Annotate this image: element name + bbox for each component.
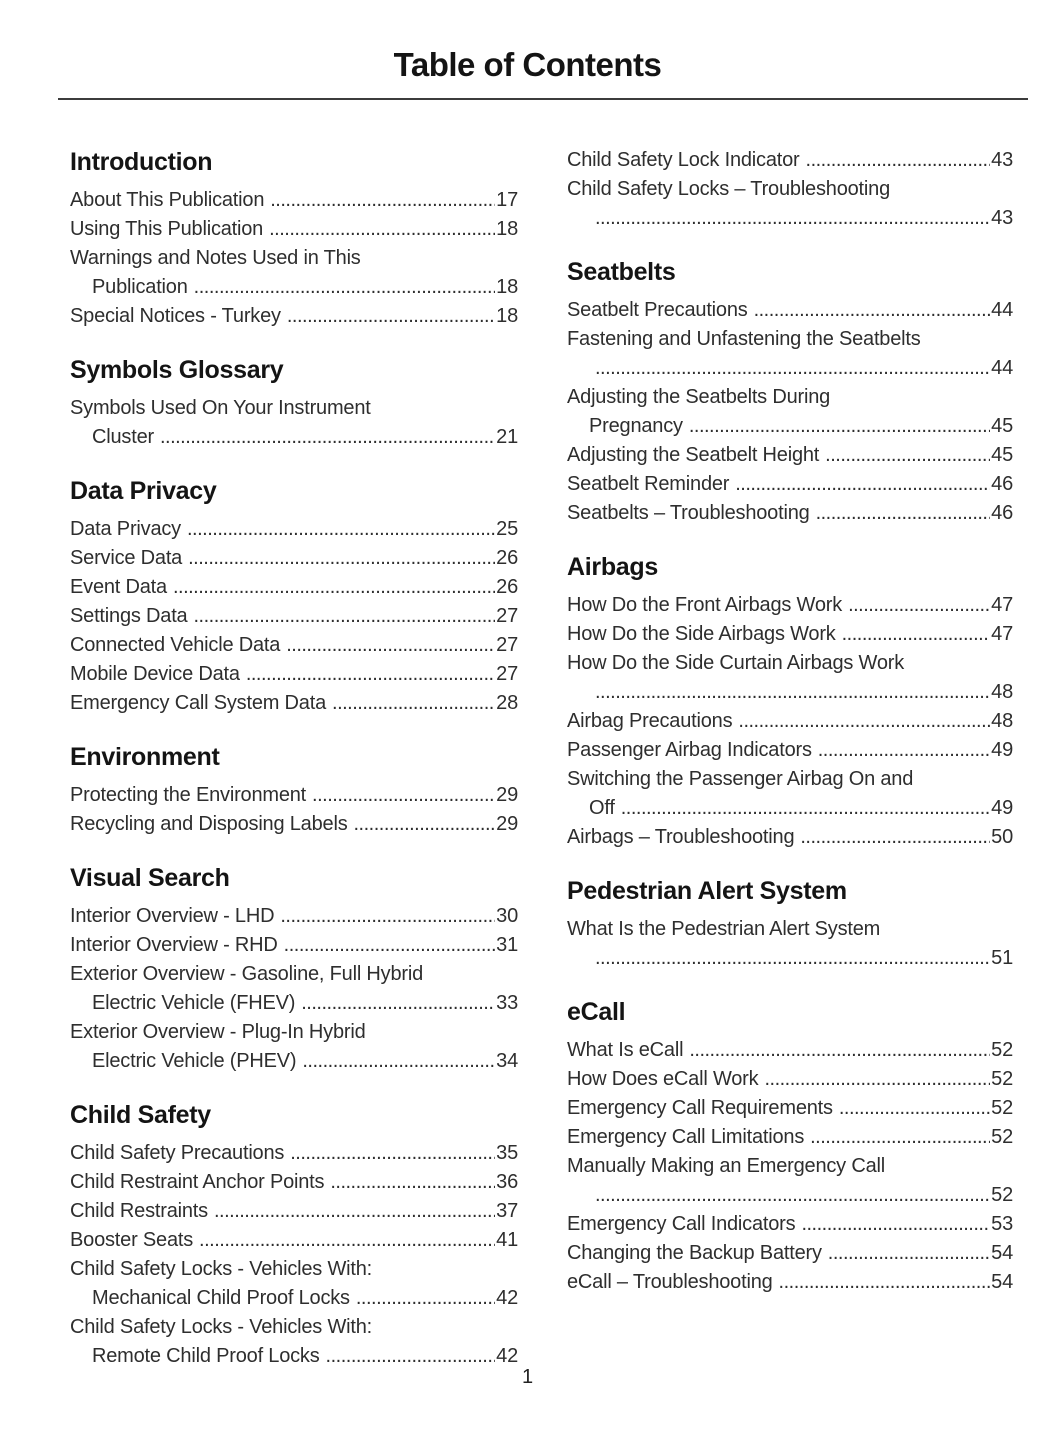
toc-entry-page: 18 — [496, 305, 518, 327]
toc-entry-leader-line — [70, 1047, 518, 1076]
toc-entry-text: Connected Vehicle Data — [70, 634, 281, 656]
toc-entry-page: 47 — [991, 594, 1013, 616]
toc-entry — [70, 1313, 518, 1371]
toc-entry-text: Child Safety Precautions — [70, 1142, 285, 1164]
section-heading: Pedestrian Alert System — [567, 877, 847, 905]
toc-entry-leader-line — [567, 707, 1013, 736]
toc-entry — [70, 515, 518, 544]
toc-entry — [567, 146, 1013, 175]
toc-entry-leader-line — [70, 1226, 518, 1255]
toc-entry-text: Emergency Call Limitations — [567, 1126, 805, 1148]
toc-entry-leader-line — [70, 515, 518, 544]
toc-entry-line — [70, 394, 518, 423]
toc-entry-page: 45 — [991, 444, 1013, 466]
toc-entry-text: Exterior Overview - Gasoline, Full Hybrid — [70, 963, 424, 985]
toc-entry-page: 28 — [496, 692, 518, 714]
toc-entry-text: Using This Publication — [70, 218, 264, 240]
section-heading: Symbols Glossary — [70, 356, 284, 384]
toc-entry-text: Symbols Used On Your Instrument — [70, 397, 371, 419]
toc-entry-leader-line — [567, 204, 1013, 233]
toc-entry-text: Event Data — [70, 576, 167, 598]
toc-entry — [567, 1239, 1013, 1268]
toc-entry-text: Changing the Backup Battery — [567, 1242, 822, 1264]
toc-entry-text: Electric Vehicle (PHEV) — [92, 1050, 297, 1072]
toc-entry — [70, 631, 518, 660]
toc-column-right — [567, 146, 1013, 1297]
toc-entry-page: 21 — [496, 426, 518, 448]
toc-entry-text: Remote Child Proof Locks — [92, 1345, 320, 1367]
toc-entry-text: Warnings and Notes Used in This — [70, 247, 361, 269]
toc-entry-text: Child Safety Locks - Vehicles With: — [70, 1258, 373, 1280]
dot-leader — [754, 296, 991, 325]
toc-entry — [567, 1268, 1013, 1297]
toc-entry-page: 25 — [496, 518, 518, 540]
dot-leader — [193, 602, 495, 631]
toc-entry-leader-line — [70, 660, 518, 689]
toc-entry-page: 42 — [496, 1287, 518, 1309]
toc-entry — [567, 470, 1013, 499]
toc-entry — [70, 244, 518, 302]
dot-leader — [689, 1036, 990, 1065]
dot-leader — [839, 1094, 990, 1123]
dot-leader — [354, 810, 496, 839]
toc-entry-text: How Do the Front Airbags Work — [567, 594, 843, 616]
toc-entry-page: 43 — [991, 207, 1013, 229]
dot-leader — [828, 1239, 990, 1268]
toc-entry — [70, 781, 518, 810]
dot-leader — [194, 273, 495, 302]
toc-entry-text: Data Privacy — [70, 518, 181, 540]
dot-leader — [214, 1197, 495, 1226]
toc-entry-leader-line — [70, 1168, 518, 1197]
toc-entry-text: How Do the Side Airbags Work — [567, 623, 836, 645]
section-heading: eCall — [567, 998, 626, 1026]
toc-entry-text: What Is the Pedestrian Alert System — [567, 918, 881, 940]
dot-leader — [595, 354, 990, 383]
toc-entry-page: 31 — [496, 934, 518, 956]
toc-entry — [70, 573, 518, 602]
toc-entry-page: 41 — [496, 1229, 518, 1251]
toc-entry-text: About This Publication — [70, 189, 265, 211]
dot-leader — [312, 781, 495, 810]
dot-leader — [825, 441, 990, 470]
toc-entry — [567, 736, 1013, 765]
toc-entry-line — [70, 1018, 518, 1047]
toc-entry-text: Electric Vehicle (FHEV) — [92, 992, 296, 1014]
toc-entry-leader-line — [567, 470, 1013, 499]
dot-leader — [621, 794, 990, 823]
toc-entry — [70, 1139, 518, 1168]
toc-entry-leader-line — [70, 302, 518, 331]
toc-entry-page: 29 — [496, 784, 518, 806]
toc-entry — [567, 1123, 1013, 1152]
toc-entry-leader-line — [567, 736, 1013, 765]
dot-leader — [173, 573, 495, 602]
toc-entry-line — [567, 765, 1013, 794]
section-heading: Introduction — [70, 148, 213, 176]
toc-entry-text: Protecting the Environment — [70, 784, 307, 806]
dot-leader — [302, 1047, 495, 1076]
toc-entry-leader-line — [567, 1065, 1013, 1094]
dot-leader — [738, 707, 990, 736]
toc-entry-text: Mechanical Child Proof Locks — [92, 1287, 350, 1309]
toc-entry-text: Emergency Call Indicators — [567, 1213, 796, 1235]
toc-entry-page: 18 — [496, 218, 518, 240]
page-number: 1 — [521, 1366, 534, 1388]
toc-entry-leader-line — [567, 499, 1013, 528]
toc-entry-text: Child Restraint Anchor Points — [70, 1171, 325, 1193]
toc-entry-text: Emergency Call System Data — [70, 692, 327, 714]
toc-entry-leader-line — [70, 573, 518, 602]
toc-entry-text: Child Safety Lock Indicator — [567, 149, 800, 171]
toc-entry-page: 18 — [496, 276, 518, 298]
toc-entry-page: 44 — [991, 357, 1013, 379]
toc-entry-text: What Is eCall — [567, 1039, 684, 1061]
toc-entry-line — [567, 1152, 1013, 1181]
dot-leader — [806, 146, 991, 175]
toc-entry-page: 52 — [991, 1039, 1013, 1061]
toc-entry-text: Mobile Device Data — [70, 663, 240, 685]
toc-entry-text: Passenger Airbag Indicators — [567, 739, 812, 761]
toc-entry — [567, 1065, 1013, 1094]
toc-entry-page: 48 — [991, 710, 1013, 732]
dot-leader — [284, 931, 495, 960]
toc-entry-page: 47 — [991, 623, 1013, 645]
toc-entry-text: Child Safety Locks – Troubleshooting — [567, 178, 890, 200]
toc-entry-leader-line — [567, 1210, 1013, 1239]
toc-entry-page: 30 — [496, 905, 518, 927]
toc-entry-leader-line — [567, 1036, 1013, 1065]
toc-entry-page: 53 — [991, 1213, 1013, 1235]
toc-entry-leader-line — [70, 544, 518, 573]
toc-entry-page: 26 — [496, 547, 518, 569]
toc-entry — [70, 215, 518, 244]
toc-entry — [70, 1018, 518, 1076]
dot-leader — [188, 544, 495, 573]
toc-entry — [567, 383, 1013, 441]
dot-leader — [595, 944, 990, 973]
toc-entry-text: Switching the Passenger Airbag On and — [567, 768, 914, 790]
toc-entry-page: 37 — [496, 1200, 518, 1222]
toc-entry-page: 49 — [991, 739, 1013, 761]
dot-leader — [301, 989, 495, 1018]
toc-entry-page: 27 — [496, 663, 518, 685]
toc-entry-page: 46 — [991, 473, 1013, 495]
toc-entry — [70, 810, 518, 839]
toc-entry-leader-line — [70, 810, 518, 839]
toc-entry-text: Pregnancy — [589, 415, 683, 437]
dot-leader — [270, 186, 495, 215]
dot-leader — [330, 1168, 495, 1197]
toc-entry — [70, 931, 518, 960]
toc-entry — [70, 960, 518, 1018]
toc-entry — [567, 591, 1013, 620]
toc-entry-leader-line — [70, 1284, 518, 1313]
title-divider — [58, 98, 1028, 100]
toc-entry-leader-line — [567, 296, 1013, 325]
toc-entry-page: 29 — [496, 813, 518, 835]
toc-entry-text: Child Safety Locks - Vehicles With: — [70, 1316, 373, 1338]
toc-entry — [567, 707, 1013, 736]
toc-entry-leader-line — [70, 1197, 518, 1226]
dot-leader — [689, 412, 990, 441]
toc-entry-leader-line — [567, 1181, 1013, 1210]
dot-leader — [332, 689, 495, 718]
section-heading: Seatbelts — [567, 258, 676, 286]
toc-entry-page: 36 — [496, 1171, 518, 1193]
toc-entry — [70, 1226, 518, 1255]
toc-entry-leader-line — [70, 631, 518, 660]
toc-entry-text: Manually Making an Emergency Call — [567, 1155, 885, 1177]
toc-entry-leader-line — [70, 689, 518, 718]
toc-entry-text: Fastening and Unfastening the Seatbelts — [567, 328, 921, 350]
dot-leader — [160, 423, 495, 452]
toc-entry-page: 54 — [991, 1242, 1013, 1264]
toc-entry-text: Settings Data — [70, 605, 188, 627]
toc-entry — [567, 296, 1013, 325]
toc-entry — [567, 823, 1013, 852]
toc-entry-text: Seatbelt Precautions — [567, 299, 748, 321]
toc-entry — [70, 689, 518, 718]
toc-entry-page: 48 — [991, 681, 1013, 703]
toc-entry-text: Seatbelt Reminder — [567, 473, 730, 495]
toc-entry-text: Adjusting the Seatbelts During — [567, 386, 831, 408]
toc-entry-leader-line — [70, 602, 518, 631]
toc-entry — [567, 499, 1013, 528]
toc-entry-leader-line — [567, 794, 1013, 823]
toc-column-left — [70, 146, 518, 1371]
toc-entry-page: 33 — [496, 992, 518, 1014]
toc-entry-page: 35 — [496, 1142, 518, 1164]
toc-entry-leader-line — [567, 678, 1013, 707]
toc-entry-page: 52 — [991, 1184, 1013, 1206]
toc-entry-page: 45 — [991, 415, 1013, 437]
toc-entry — [567, 915, 1013, 973]
toc-entry-leader-line — [567, 944, 1013, 973]
dot-leader — [818, 736, 990, 765]
toc-entry — [70, 1255, 518, 1313]
toc-entry — [70, 602, 518, 631]
toc-entry-leader-line — [70, 1139, 518, 1168]
dot-leader — [246, 660, 495, 689]
toc-entry — [567, 649, 1013, 707]
toc-entry-line — [70, 960, 518, 989]
toc-entry-page: 26 — [496, 576, 518, 598]
toc-entry-page: 43 — [991, 149, 1013, 171]
toc-entry-page: 50 — [991, 826, 1013, 848]
dot-leader — [356, 1284, 495, 1313]
toc-entry-page: 46 — [991, 502, 1013, 524]
toc-entry-text: How Do the Side Curtain Airbags Work — [567, 652, 905, 674]
toc-entry-text: Cluster — [92, 426, 154, 448]
dot-leader — [269, 215, 495, 244]
toc-entry-leader-line — [567, 1268, 1013, 1297]
toc-entry-text: eCall – Troubleshooting — [567, 1271, 773, 1293]
dot-leader — [187, 515, 495, 544]
dot-leader — [286, 631, 495, 660]
dot-leader — [280, 902, 495, 931]
toc-entry — [567, 1210, 1013, 1239]
toc-entry-text: Seatbelts – Troubleshooting — [567, 502, 810, 524]
toc-entry-leader-line — [70, 781, 518, 810]
dot-leader — [800, 823, 990, 852]
toc-entry-line — [567, 915, 1013, 944]
page-title: Table of Contents — [393, 46, 662, 83]
toc-entry-leader-line — [567, 354, 1013, 383]
toc-entry — [567, 1036, 1013, 1065]
toc-entry-page: 17 — [496, 189, 518, 211]
toc-entry-leader-line — [567, 823, 1013, 852]
dot-leader — [842, 620, 991, 649]
dot-leader — [810, 1123, 990, 1152]
toc-entry-leader-line — [567, 412, 1013, 441]
toc-entry — [70, 394, 518, 452]
toc-entry-leader-line — [70, 423, 518, 452]
toc-entry — [567, 325, 1013, 383]
toc-entry-page: 27 — [496, 634, 518, 656]
dot-leader — [595, 1181, 990, 1210]
dot-leader — [764, 1065, 990, 1094]
toc-entry-text: Interior Overview - LHD — [70, 905, 275, 927]
toc-entry-line — [70, 1313, 518, 1342]
toc-entry-line — [567, 383, 1013, 412]
toc-entry-leader-line — [70, 931, 518, 960]
dot-leader — [779, 1268, 991, 1297]
toc-entry-text: Service Data — [70, 547, 183, 569]
toc-entry — [70, 186, 518, 215]
dot-leader — [290, 1139, 495, 1168]
section-heading: Data Privacy — [70, 477, 217, 505]
toc-entry — [70, 1197, 518, 1226]
toc-entry-page: 52 — [991, 1068, 1013, 1090]
dot-leader — [595, 204, 990, 233]
toc-entry-text: How Does eCall Work — [567, 1068, 759, 1090]
toc-entry-line — [567, 649, 1013, 678]
toc-entry-text: Airbag Precautions — [567, 710, 733, 732]
dot-leader — [848, 591, 990, 620]
toc-entry-page: 51 — [991, 947, 1013, 969]
toc-entry-text: Emergency Call Requirements — [567, 1097, 833, 1119]
toc-entry — [70, 1168, 518, 1197]
toc-entry-line — [567, 325, 1013, 354]
toc-entry-page: 27 — [496, 605, 518, 627]
toc-entry-text: Child Restraints — [70, 1200, 208, 1222]
toc-entry-text: Special Notices - Turkey — [70, 305, 281, 327]
toc-entry — [70, 544, 518, 573]
toc-entry-page: 34 — [496, 1050, 518, 1072]
toc-entry-leader-line — [567, 146, 1013, 175]
toc-entry-page: 49 — [991, 797, 1013, 819]
toc-entry-text: Booster Seats — [70, 1229, 194, 1251]
toc-entry-text: Recycling and Disposing Labels — [70, 813, 348, 835]
toc-entry-page: 44 — [991, 299, 1013, 321]
section-heading: Child Safety — [70, 1101, 211, 1129]
dot-leader — [595, 678, 990, 707]
toc-entry-leader-line — [567, 1094, 1013, 1123]
toc-entry-leader-line — [70, 273, 518, 302]
toc-entry-leader-line — [70, 215, 518, 244]
toc-entry-leader-line — [567, 591, 1013, 620]
toc-entry-page: 54 — [991, 1271, 1013, 1293]
toc-entry-text: Airbags – Troubleshooting — [567, 826, 795, 848]
toc-entry — [567, 620, 1013, 649]
toc-entry — [567, 175, 1013, 233]
toc-entry-leader-line — [567, 1239, 1013, 1268]
toc-entry-line — [567, 175, 1013, 204]
toc-entry-page: 52 — [991, 1126, 1013, 1148]
section-heading: Environment — [70, 743, 220, 771]
section-heading: Visual Search — [70, 864, 230, 892]
toc-entry — [567, 765, 1013, 823]
toc-entry-text: Exterior Overview - Plug-In Hybrid — [70, 1021, 366, 1043]
toc-entry — [567, 441, 1013, 470]
toc-entry-leader-line — [567, 1123, 1013, 1152]
toc-entry-text: Publication — [92, 276, 188, 298]
toc-entry-leader-line — [70, 902, 518, 931]
toc-entry-leader-line — [567, 441, 1013, 470]
toc-entry — [567, 1094, 1013, 1123]
dot-leader — [735, 470, 990, 499]
toc-entry — [70, 660, 518, 689]
toc-entry — [567, 1152, 1013, 1210]
toc-entry-leader-line — [70, 186, 518, 215]
toc-entry-line — [70, 1255, 518, 1284]
dot-leader — [801, 1210, 990, 1239]
section-heading: Airbags — [567, 553, 658, 581]
toc-entry-page: 42 — [496, 1345, 518, 1367]
dot-leader — [199, 1226, 495, 1255]
toc-entry-line — [70, 244, 518, 273]
toc-entry-text: Adjusting the Seatbelt Height — [567, 444, 820, 466]
toc-entry-text: Interior Overview - RHD — [70, 934, 278, 956]
toc-entry — [70, 902, 518, 931]
dot-leader — [816, 499, 991, 528]
toc-entry-leader-line — [567, 620, 1013, 649]
toc-entry-page: 52 — [991, 1097, 1013, 1119]
toc-entry-text: Off — [589, 797, 615, 819]
toc-entry-leader-line — [70, 989, 518, 1018]
toc-entry — [70, 302, 518, 331]
dot-leader — [287, 302, 495, 331]
